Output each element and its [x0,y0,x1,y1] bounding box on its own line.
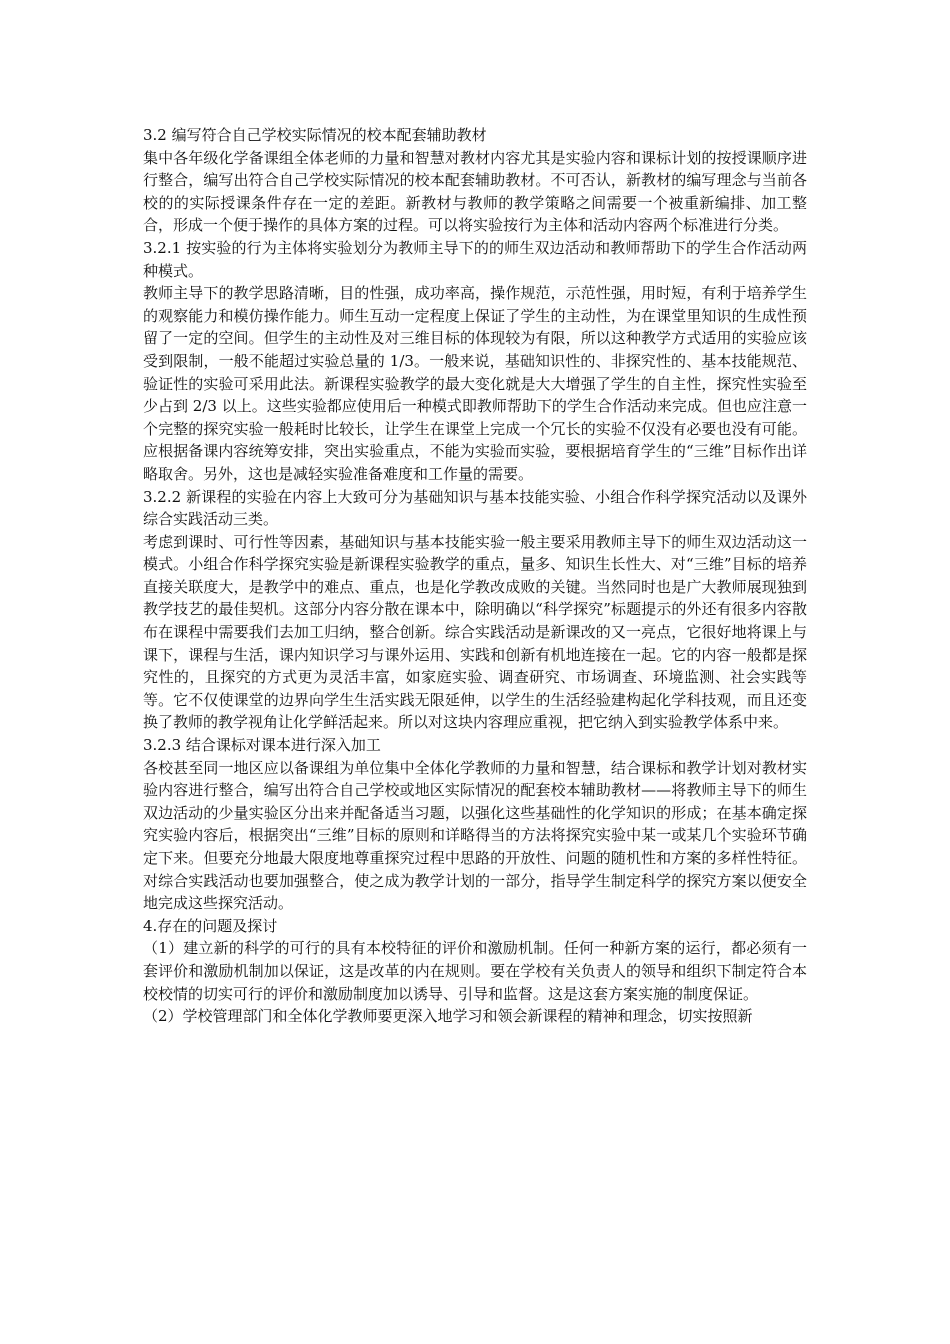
section-3-2-2-body: 考虑到课时、可行性等因素，基础知识与基本技能实验一般主要采用教师主导下的师生双边活动这一模式。小组合作科学探究实验是新课程实验教学的重点，量多、知识生长性大、对“三维”目标的培养直接关联度大，是教学中的难点、重点，也是化学教改成败的关键。当然同时也是广大教师展现独到教学技艺的最佳契机。这部分内容分散在课本中，除明确以“科学探究”标题提示的外还有很多内容散布在课程中需要我们去加工归纳，整合创新。综合实践活动是新课改的又一亮点，它很好地将课上与课下，课程与生活，课内知识学习与课外运用、实践和创新有机地连接在一起。它的内容一般都是探究性的，且探究的方式更为灵活丰富，如家庭实验、调查研究、市场调查、环境监测、社会实践等等。它不仅使课堂的边界向学生生活实践无限延伸，以学生的生活经验建构起化学科技观，而且还变换了教师的教学视角让化学鲜活起来。所以对这块内容理应重视，把它纳入到实验教学体系中来。 [143,532,807,732]
section-4-item-2: （2）学校管理部门和全体化学教师要更深入地学习和领会新课程的精神和理念，切实按照新 [143,1007,753,1026]
document-body [143,124,807,1028]
section-4-item-1: （1）建立新的科学的可行的具有本校特征的评价和激励机制。任何一种新方案的运行，都必须有一套评价和激励机制加以保证，这是改革的内在规则。要在学校有关负责人的领导和组织下制定符合本校校情的切实可行的评价和激励制度加以诱导、引导和监督。这是这套方案实施的制度保证。 [143,939,807,1003]
section-3-2-3-body: 各校甚至同一地区应以备课组为单位集中全体化学教师的力量和智慧，结合课标和教学计划对教材实验内容进行整合，编写出符合自己学校或地区实际情况的配套校本辅助教材——将教师主导下的师生双边活动的少量实验区分出来并配备适当习题，以强化这些基础性的化学知识的形成；在基本确定探究实验内容后，根据突出“三维”目标的原则和详略得当的方法将探究实验中某一或某几个实验环节确定下来。但要充分地最大限度地尊重探究过程中思路的开放性、问题的随机性和方案的多样性特征。对综合实践活动也要加强整合，使之成为教学计划的一部分，指导学生制定科学的探究方案以便安全地完成这些探究活动。 [143,758,807,913]
section-3-2-body: 集中各年级化学备课组全体老师的力量和智慧对教材内容尤其是实验内容和课标计划的按授课顺序进行整合，编写出符合自己学校实际情况的校本配套辅助教材。不可否认，新教材的编写理念与当前各校的的实际授课条件存在一定的差距。新教材与教师的教学策略之间需要一个被重新编排、加工整合，形成一个便于操作的具体方案的过程。可以将实验按行为主体和活动内容两个标准进行分类。 [143,148,807,235]
section-3-2-heading: 3.2 编写符合自己学校实际情况的校本配套辅助教材 [143,126,487,144]
section-3-2-1-body: 教师主导下的教学思路清晰，目的性强，成功率高，操作规范，示范性强，用时短，有利于培养学生的观察能力和模仿操作能力。师生互动一定程度上保证了学生的主动性，为在课堂里知识的生成性预留了一定的空间。但学生的主动性及对三维目标的体现较为有限，所以这种教学方式适用的实验应该受到限制，一般不能超过实验总量的 1/3。一般来说，基础知识性的、非探究性的、基本技能规范、验证性的实验可采用此法。新课程实验教学的最大变化就是大大增强了学生的自主性，探究性实验至少占到 2/3 以上。这些实验都应使用后一种模式即教师帮助下的学生合作活动来完成。但也应注意一个完整的探究实验一般耗时比较长，让学生在课堂上完成一个冗长的实验不仅没有必要也没有可能。应根据备课内容统筹安排，突出实验重点，不能为实验而实验，要根据培育学生的“三维”目标作出详略取舍。另外，这也是减轻实验准备难度和工作量的需要。 [143,284,807,483]
section-4-heading: 4.存在的问题及探讨 [143,916,278,935]
section-3-2-3-heading: 3.2.3 结合课标对课本进行深入加工 [143,736,381,755]
section-3-2-2-heading: 3.2.2 新课程的实验在内容上大致可分为基础知识与基本技能实验、小组合作科学探究活动以及课外综合实践活动三类。 [143,487,807,529]
section-3-2-1-heading: 3.2.1 按实验的行为主体将实验划分为教师主导下的的师生双边活动和教师帮助下的学生合作活动两种模式。 [143,238,807,280]
